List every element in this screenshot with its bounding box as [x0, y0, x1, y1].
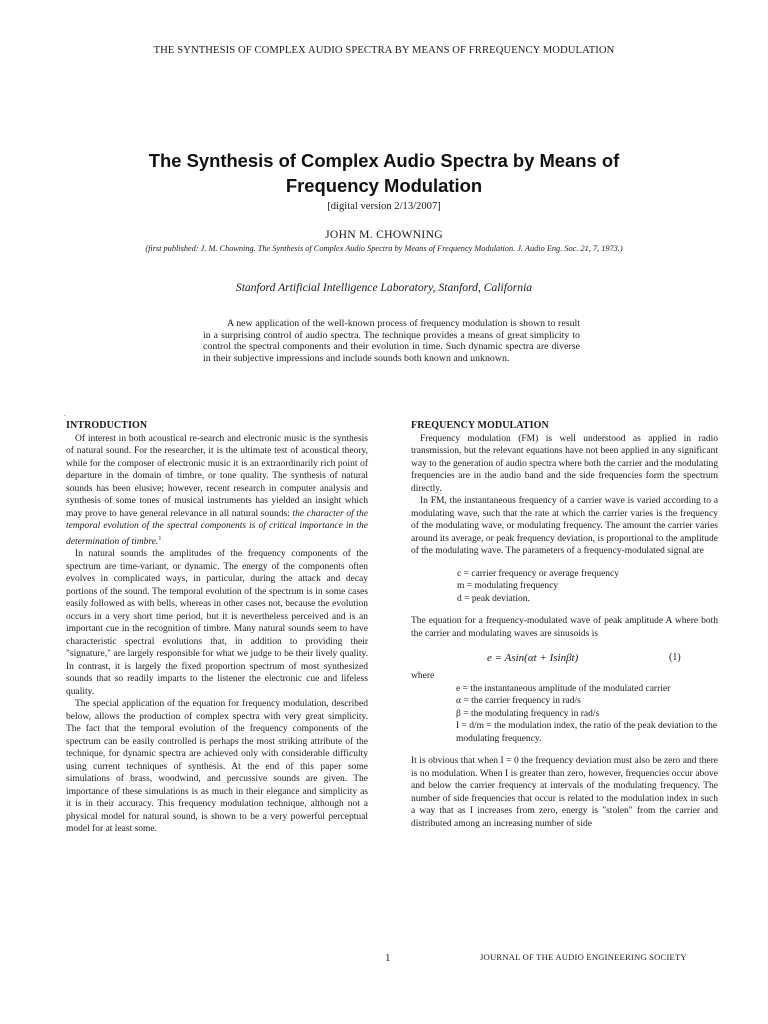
parameter-definitions: [457, 568, 718, 606]
intro-emphasis: the character of the temporal evolution of the spectral components is of critical importance in the determination of timbre.: [66, 508, 368, 547]
fm-paragraph-1: Frequency modulation (FM) is well understood as applied in radio transmission, but the relevant equations have not been applied in any significant way to the generation of audio spectra where both the carrier and the modulating frequencies are in the audio band and the side frequencies form the spectrum directly.: [411, 433, 718, 494]
definition-item: c = carrier frequency or average frequency: [457, 568, 620, 579]
title-block: [60, 148, 708, 294]
page-number: 1: [385, 952, 391, 964]
variable-item: e = the instantaneous amplitude of the modulated carrier: [456, 683, 671, 694]
paper-title-line-1: The Synthesis of Complex Audio Spectra by Means of: [148, 150, 620, 171]
stray-mark: .: [64, 410, 66, 418]
author-name: JOHN M. CHOWNING: [325, 228, 443, 241]
paper-title: [60, 148, 708, 198]
equation-expression: e = Asin(αt + Isinβt): [487, 652, 579, 664]
variable-item: β = the modulating frequency in rad/s: [456, 708, 600, 719]
intro-paragraph-1-text: Of interest in both acoustical re-search and electronic music is the synthesis of natural sound. For the researcher, it is the ultimate test of acoustical theory, while for the composer of electronic music it is an extraordinarily rich point of departure in the domain of timbre, or tone quality. The synthesis of natural sounds has been elusive; however, recent research in computer analysis and synthesis of some tones of musical instruments has yielded an insight which may prove to have general relevance in all natural sounds:: [66, 433, 368, 519]
spacer: [411, 745, 718, 755]
paper-title-line-2: Frequency Modulation: [285, 175, 483, 196]
footnote-ref: 1: [158, 534, 162, 542]
equation-1: [411, 644, 718, 674]
affiliation: Stanford Artificial Intelligence Laboratory, Stanford, California: [235, 281, 533, 294]
intro-paragraph-3: The special application of the equation for frequency modulation, described below, allows the production of complex spectra with very great simplicity. The fact that the temporal evolution of the frequency components of the spectrum can be easily controlled is perhaps the most striking attribute of the technique, for dynamic spectra are achieved only with considerable difficulty using current techniques of synthesis. At the end of this paper some simulations of brass, woodwind, and percussive sounds are given. The importance of these simulations is as much in their elegance and simplicity as it is in their accuracy. This frequency modulation technique, although not a physical model for natural sound, is shown to be a very powerful perceptual model for at least some.: [66, 699, 368, 835]
equation-number: (1): [669, 652, 681, 663]
where-label: where: [411, 671, 435, 681]
section-heading-introduction: INTRODUCTION: [66, 420, 148, 431]
running-head: THE SYNTHESIS OF COMPLEX AUDIO SPECTRA BY MEANS OF FRREQUENCY MODULATION: [153, 45, 615, 56]
definition-item: d = peak deviation.: [457, 593, 530, 604]
publication-note: (first published: J. M. Chowning. The Synthesis of Complex Audio Spectra by Means of Frequency Modulation. J. Audio Eng. Soc. 21, 7, 1973.): [145, 244, 623, 253]
abstract: A new application of the well-known process of frequency modulation is shown to result in a surprising control of audio spectra. The technique provides a means of great simplicity to control the spectral components and their evolution in time. Such dynamic spectra are diverse in their subjective impressions and include sounds both known and unknown.: [203, 318, 580, 364]
variable-definitions: [456, 683, 718, 746]
fm-paragraph-4: It is obvious that when I = 0 the frequency deviation must also be zero and there is no modulation. When I is greater than zero, however, frequencies occur above and below the carrier frequency at intervals of the modulating frequency. The number of side frequencies that occur is related to the modulation index in such a way that as I increases from zero, energy is "stolen" from the carrier and distributed among an increasing number of side: [411, 756, 718, 829]
version-note: [digital version 2/13/2007]: [327, 201, 441, 212]
fm-paragraph-2: In FM, the instantaneous frequency of a carrier wave is varied according to a modulating wave, such that the rate at which the carrier varies is the frequency of the modulating wave, or modulating frequency. The amount the carrier varies around its average, or peak frequency deviation, is proportional to the amplitude of the modulating wave. The parameters of a frequency-modulated signal are: [411, 496, 718, 556]
variable-item: I = d/m = the modulation index, the ratio of the peak deviation to the modulating frequency.: [456, 721, 718, 744]
fm-paragraph-3: The equation for a frequency-modulated wave of peak amplitude A where both the carrier and modulating waves are sinusoids is: [411, 616, 718, 639]
section-heading-frequency-modulation: FREQUENCY MODULATION: [411, 420, 549, 431]
left-column: [66, 420, 368, 836]
variable-item: α = the carrier frequency in rad/s: [456, 696, 581, 706]
journal-name: JOURNAL OF THE AUDIO ENGINEERING SOCIETY: [480, 952, 687, 962]
definition-item: m = modulating frequency: [457, 581, 559, 591]
intro-paragraph-1: [66, 433, 368, 549]
intro-paragraph-2: In natural sounds the amplitudes of the frequency components of the spectrum are time-variant, or dynamic. The energy of the components often evolves in complicated ways, in particular, during the attack and decay portions of the sound. The temporal evolution of the spectrum is in some cases easily followed as with bells, whereas in other cases not, because the evolution occurs in a very short time period, but it is nevertheless perceived and is an important cue in the recognition of timbre. Many natural sounds seem to have characteristic spectral evolutions that, in addition to providing their "signature," are largely responsible for what we judge to be their lively quality. In contrast, it is largely the fixed proportion spectrum of most synthesized sounds that so readily imparts to the listener the electronic cue and lifeless quality.: [66, 549, 368, 697]
right-column: [411, 420, 718, 830]
